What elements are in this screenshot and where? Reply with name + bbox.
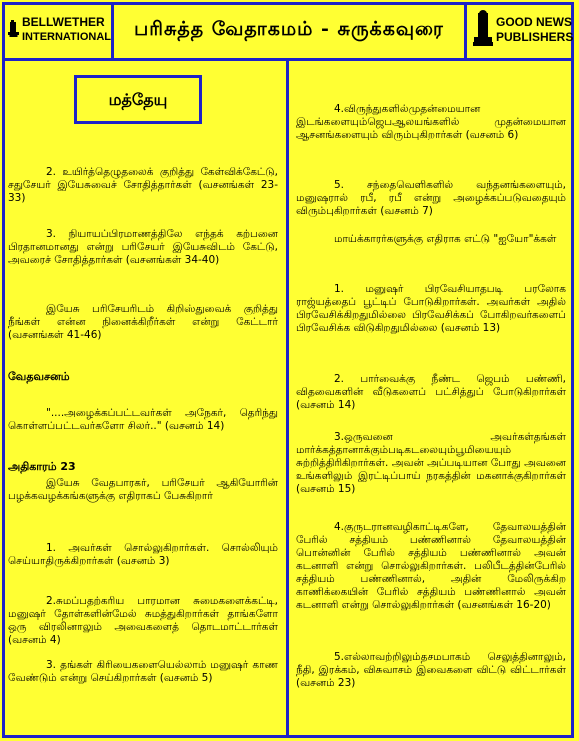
book-name: மத்தேயு: [74, 75, 202, 124]
ram-logo-icon: [8, 10, 19, 50]
left-para-4: இயேசு வேதபாரகர், பரிசேயர் ஆகியோரின் பழக்கவழக்கங்களுக்கு எதிராகப் பேசுகிறார்: [8, 477, 278, 502]
right-para-2: 5. சந்தைவெளிகளில் வந்தனங்களையும், மனுஷரால் ரபீ, ரபீ என்று அழைக்கப்படுவதையும் விரும்புகிறார்கள் (வசனம் 7): [296, 179, 566, 217]
left-para-2: 3. நியாயப்பிரமாணத்திலே எந்தக் கற்பனை பிரதானமானது என்று பரிசேயர் இயேசுவிடம் கேட்டு, அவரைச் சோதித்தார்கள் (வசனங்கள் 34-40): [8, 228, 278, 266]
chapter-heading: அதிகாரம் 23: [8, 460, 76, 473]
page-title: பரிசுத்த வேதாகமம் - சுருக்கவுரை: [134, 17, 444, 40]
right-para-4: 1. மனுஷர் பிரவேசியாதபடி பரலோக ராஜ்யத்தைப் பூட்டிப் போடுகிறார்கள். அவர்கள் அதில் பிரவேசிக்கிறதுமில்லை பிரவேசிக்கப் போகிறவர்களைப் பிரவேசிக்க விடுகிறதுமில்லை (வசனம் 13): [296, 283, 566, 334]
column-divider: [286, 61, 289, 738]
left-para-7: 3. தங்கள் கிரியைகளையெல்லாம் மனுஷர் காண வேண்டும் என்று செய்கிறார்கள் (வசனம் 5): [8, 659, 278, 684]
left-para-3: இயேசு பரிசேயரிடம் கிறிஸ்துவைக் குறித்து நீங்கள் என்ன நினைக்கிறீர்கள் என்று கேட்டார் (வசனங்கள் 41-46): [8, 303, 278, 341]
right-para-3: மாய்க்காரர்களுக்கு எதிராக எட்டு "ஐயோ"க்கள்: [334, 233, 557, 245]
left-para-5: 1. அவர்கள் சொல்லுகிறார்கள். சொல்லியும் செய்யாதிருக்கிறார்கள் (வசனம் 3): [8, 542, 278, 567]
left-para-1: 2. உயிர்த்தெழுதலைக் குறித்து கேள்விக்கேட்டு, சதுசேயர் இயேசுவைச் சோதித்தார்கள் (வசனங்கள் 23-33): [8, 166, 278, 204]
left-para-6: 2.சுமப்பதற்கரிய பாரமான சுமைகளைக்கட்டி, மனுஷர் தோள்களின்மேல் சுமத்துகிறார்கள் தாங்களோ ஒரு விரலினாலும் அவைகளைத் தொடமாட்டார்கள் (வசனம் 4): [8, 595, 278, 646]
pillar-logo-icon: [473, 10, 493, 50]
memory-verse: "....அழைக்கப்பட்டவர்கள் அநேகர், தெரிந்து கொள்ளப்பட்டவர்களோ சிலர்.." (வசனம் 14): [8, 407, 278, 432]
good-news-line1: GOOD NEWS: [496, 15, 573, 29]
good-news-line2: PUBLISHERS: [496, 30, 574, 44]
header: [2, 2, 574, 61]
bellwether-line2: INTERNATIONAL: [21, 31, 111, 43]
right-para-8: 5.எல்லாவற்றிலும்தசமபாகம் செலுத்தினாலும், நீதி, இரக்கம், விசுவாசம் இவைகளை விட்டு விட்டார்கள் (வசனம் 23): [296, 651, 566, 689]
good-news-logo: [464, 2, 574, 58]
verse-heading: வேதவசனம்: [8, 370, 70, 383]
right-para-5: 2. பார்வைக்கு நீண்ட ஜெபம் பண்ணி, விதவைகளின் வீடுகளைப் பட்சித்துப் போடுகிறார்கள் (வசனம் 14): [296, 373, 566, 411]
right-para-6: 3.ஒருவனை அவர்கள்தங்கள் மார்க்கத்தானாக்கும்படிகடலையும்பூமியையும் சுற்றித்திரிகிறார்கள். அவன் அப்படியான போது அவனை உங்களிலும் இரட்டிப்பாய் நரகத்தின் மகனாக்குகிறார்கள் (வசனம் 15): [296, 431, 566, 495]
bellwether-logo: [2, 2, 114, 58]
right-para-7: 4.குருடரானவழிகாட்டிகளே, தேவாலயத்தின் பேரில் சத்தியம் பண்ணினால் தேவாலயத்தின் பொன்னின் பேரில் சத்தியம் பண்ணினால் அவன் கடனாளி என்று சொல்லுகிறார்கள். பலிபீடத்தின்பேரில் சத்தியம் பண்ணினால், அதின் மேலிருக்கிற காணிக்கையின் பேரில் சத்தியம் பண்ணினால் அவன் கடனாளி என்று சொல்லுகிறார்கள் (வசனங்கள் 16-20): [296, 521, 566, 611]
right-para-1: 4.விருந்துகளில்முதன்மையான இடங்களையும்ஜெபஆலயங்களில் முதன்மையான ஆசனங்களையும் விரும்புகிறார்கள் (வசனம் 6): [296, 103, 566, 141]
bellwether-line1: BELLWETHER: [21, 15, 105, 29]
